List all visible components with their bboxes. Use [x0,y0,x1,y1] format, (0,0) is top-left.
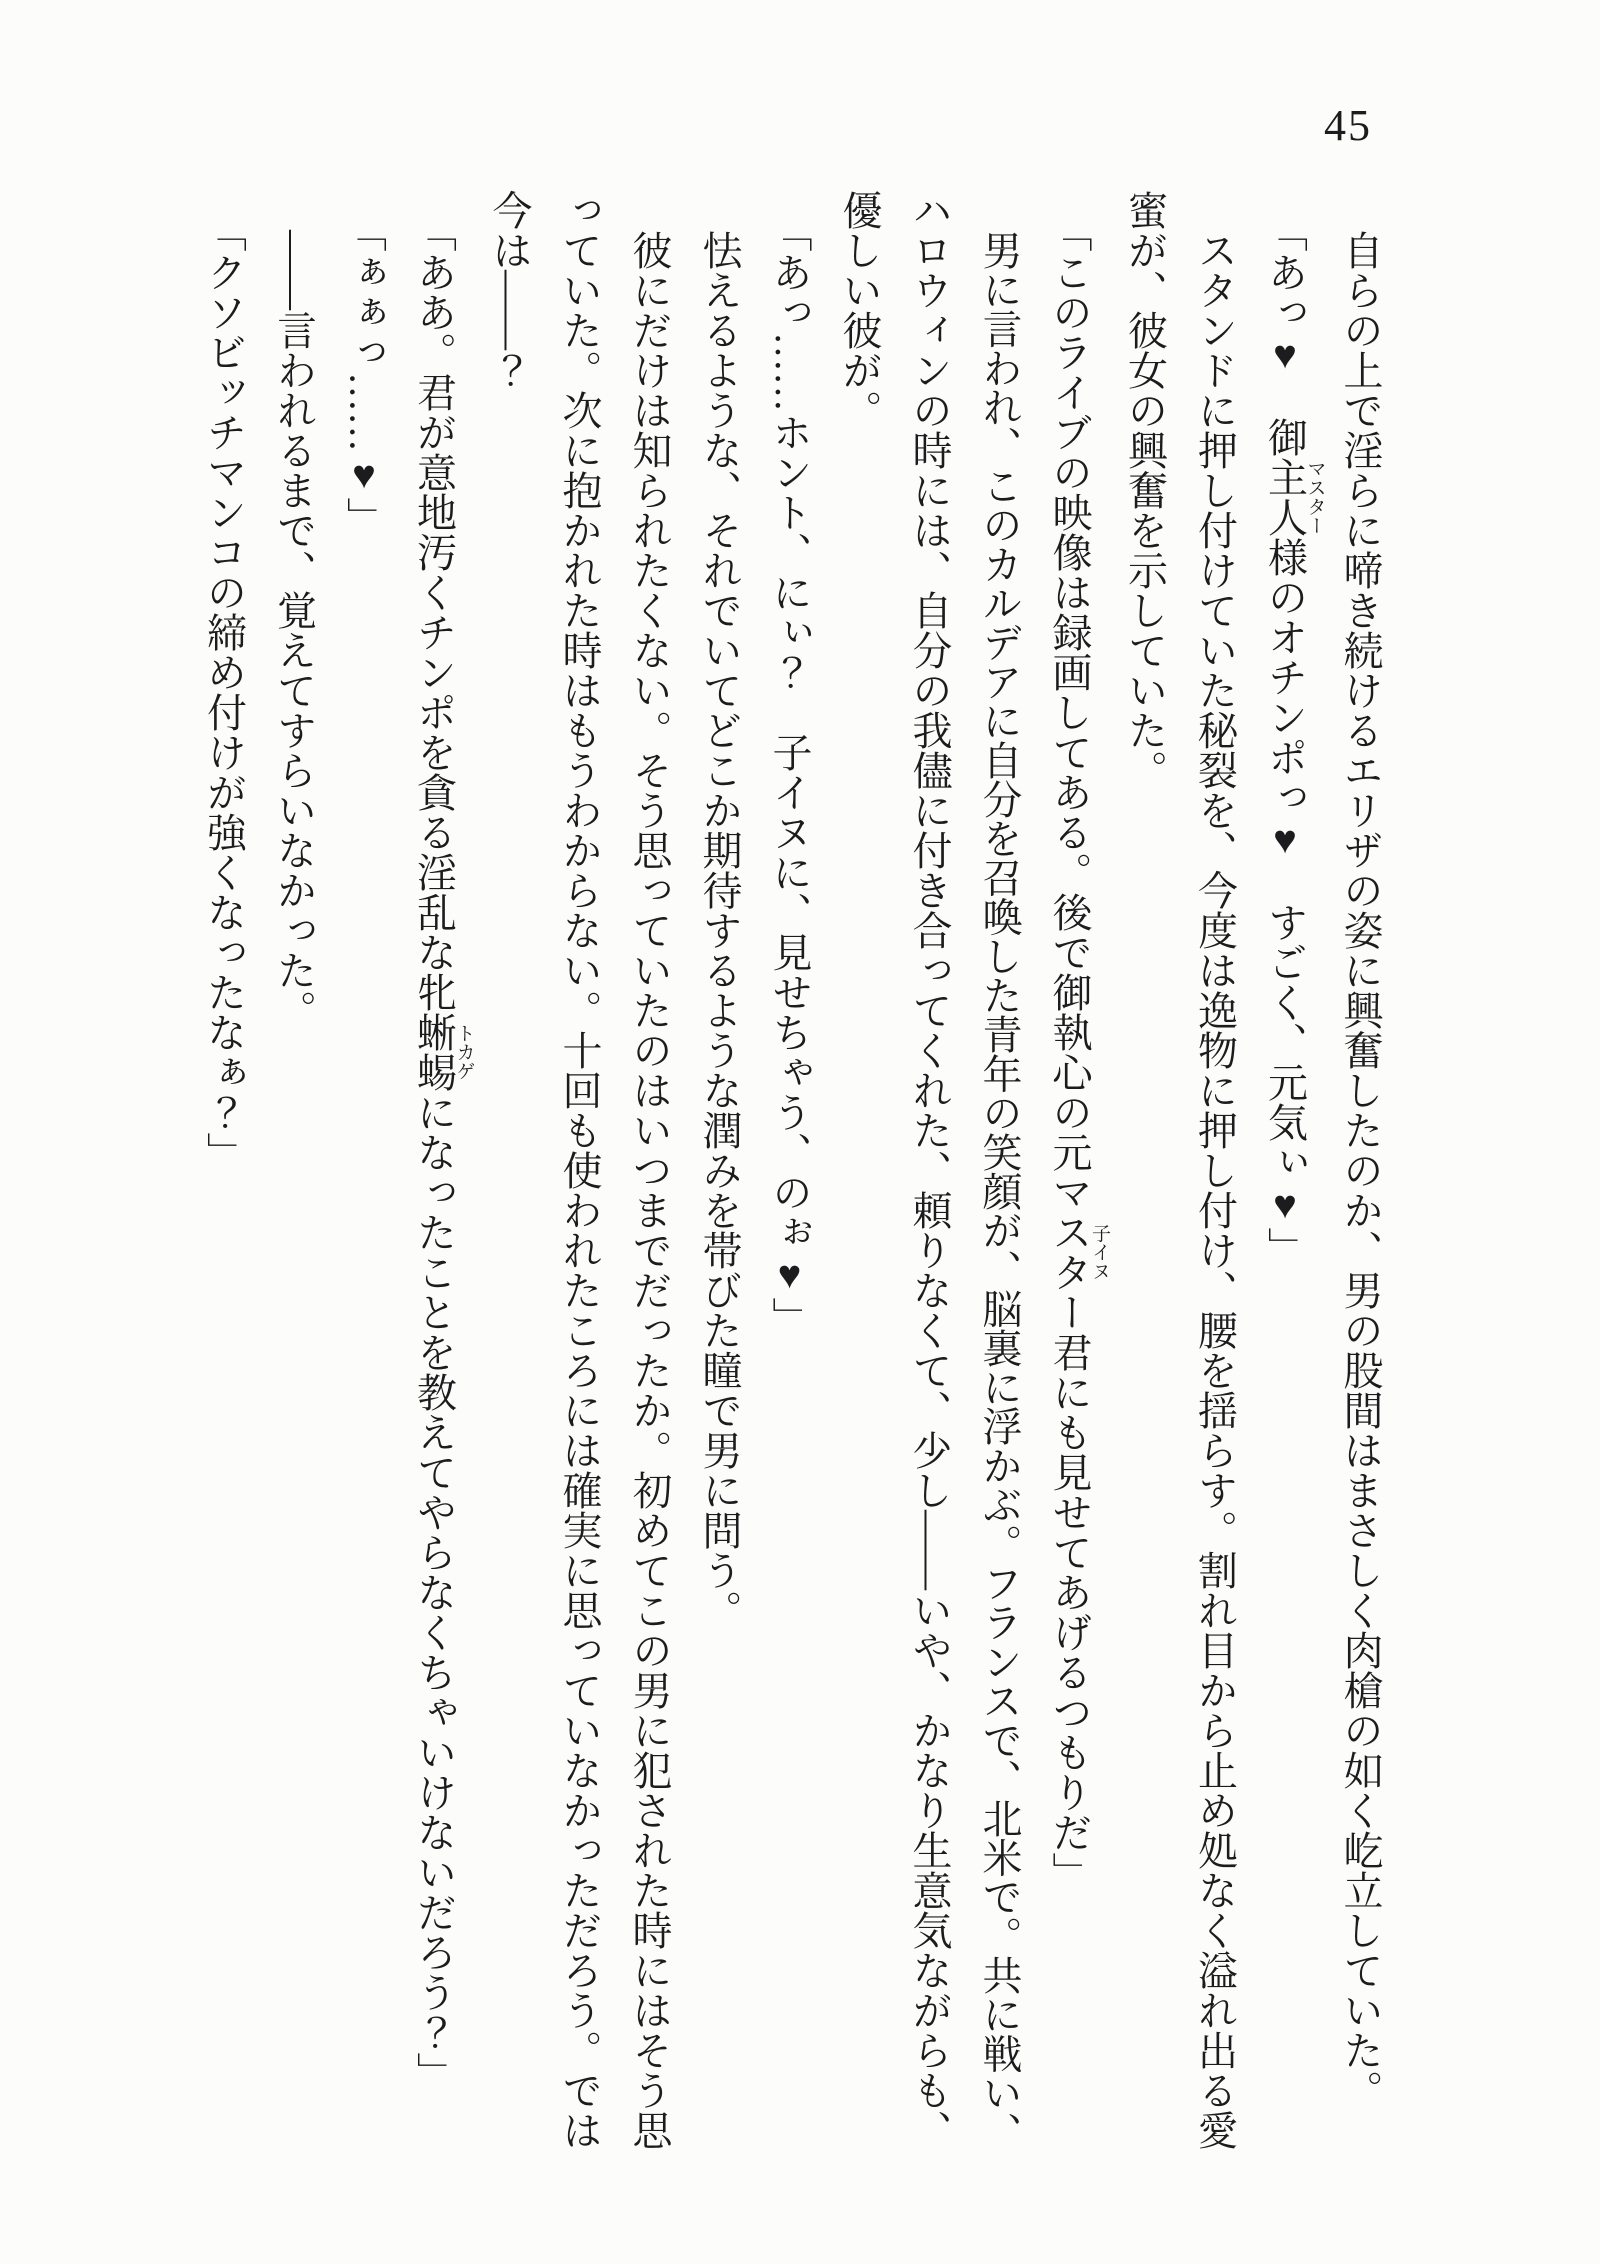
dialogue-paragraph [189,190,259,2264]
dialogue-paragraph [1034,190,1110,2264]
text-line: 「あっ♥ 御主人様マスターのオチンポっ♥ すごく、元気ぃ♥」 [1262,212,1326,1267]
text-line: 今は――？ [487,190,532,390]
ruby-reading: 子イヌ [1089,1172,1110,1332]
text-line: 「クソビッチマンコの締め付けが強くなったなぁ？」 [201,212,247,1172]
ruby-annotated-text: 御主人様マスター [1262,417,1326,577]
prose-paragraph [474,190,684,2264]
page-number: 45 [1324,101,1372,150]
dialogue-paragraph [329,190,399,2264]
text-line: 男に言われ、このカルデアに自分を召喚した青年の笑顔が、脳裏に浮かぶ。フランスで、北米で。共に戦い、 [977,230,1022,2151]
text-line: ――言われるまで、覚えてすらいなかった。 [271,230,317,1030]
text-line: 「あっ……ホント、にぃ？ 子イヌに、見せちゃう、のぉ♥」 [767,212,812,1337]
text-line: 「このライブの映像は録画してある。後で御執心の元マスター子イヌ君にも見せてあげるつもりだ」 [1047,212,1110,1892]
text-line: 「ぁぁっ……♥」 [341,212,387,537]
dialogue-paragraph [754,190,824,2264]
text-line: っていた。次に抱かれた時はもうわからない。十回も使われたころには確実に思っていなかっただろう。では [557,190,602,2150]
prose-paragraph [824,190,1034,2264]
dialogue-paragraph [399,190,475,2264]
text-line: 優しい彼が。 [837,190,882,430]
prose-paragraph [259,190,329,2264]
text-line: ハロウィンの時には、自分の我儘に付き合ってくれた、頼りなくて、少し――いや、かなり生意気ながらも、 [907,190,952,2150]
ruby-reading: トカゲ [453,1012,475,1092]
dialogue-paragraph [1250,190,1326,2264]
text-line: 蜜が、彼女の興奮を示していた。 [1122,190,1168,790]
text-line: スタンドに押し付けていた秘裂を、今度は逸物に押し付け、腰を揺らす。割れ目から止め処なく溢れ出る愛 [1192,230,1238,2150]
prose-paragraph [1325,190,1395,2264]
ruby-reading: マスター [1304,417,1326,577]
vertical-text-block [201,190,1395,2264]
text-line: 自らの上で淫らに啼き続けるエリザの姿に興奮したのか、男の股間はまさしく肉槍の如く屹立していた。 [1338,230,1383,2110]
ruby-annotated-text: マスター子イヌ [1047,1172,1110,1332]
text-line: 「ああ。君が意地汚くチンポを貪る淫乱な牝蜥蜴トカゲになったことを教えてやらなくちゃいけないだろう？」 [411,212,475,2092]
prose-paragraph [684,190,754,2264]
prose-paragraph [1110,190,1250,2264]
text-line: 怯えるような、それでいてどこか期待するような潤みを帯びた瞳で男に問う。 [697,230,742,1630]
ruby-annotated-text: 蜥蜴トカゲ [411,1012,475,1092]
text-line: 彼にだけは知られたくない。そう思っていたのはいつまでだったか。初めてこの男に犯された時にはそう思 [627,230,672,2150]
